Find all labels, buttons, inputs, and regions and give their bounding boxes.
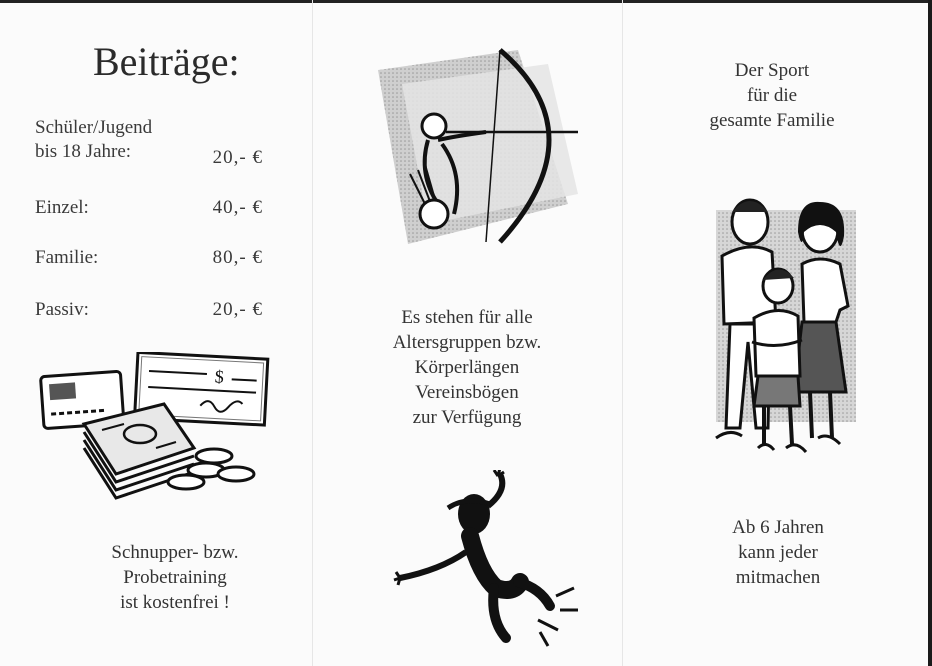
family-line-1: Der Sport xyxy=(734,60,810,81)
fee-label-youth xyxy=(35,116,152,164)
family-icon xyxy=(706,192,866,464)
svg-text:$: $ xyxy=(214,366,225,387)
bows-text xyxy=(332,305,602,430)
fee-label-family: Familie: xyxy=(35,247,99,268)
money-and-checks-icon xyxy=(36,352,272,502)
fee-price-single: 40,- € xyxy=(212,197,263,218)
trial-text xyxy=(60,540,290,615)
fee-row-family xyxy=(35,246,275,270)
archer-icon xyxy=(368,44,598,254)
page-right-edge xyxy=(928,0,932,666)
fee-price-youth: 20,- € xyxy=(212,147,263,168)
fee-row-passive xyxy=(35,298,275,322)
bows-line-5: zur Verfügung xyxy=(412,407,522,428)
jumping-figure-icon xyxy=(390,470,590,650)
fee-price-family: 80,- € xyxy=(212,247,263,268)
trial-line-3: ist kostenfrei ! xyxy=(120,592,230,613)
fee-row-youth xyxy=(35,116,275,170)
fee-label-youth-line2: bis 18 Jahre: xyxy=(35,141,132,162)
trial-line-2: Probetraining xyxy=(123,567,227,588)
age-text xyxy=(656,515,900,590)
age-line-1: Ab 6 Jahren xyxy=(732,517,824,538)
bows-line-2: Altersgruppen bzw. xyxy=(392,332,542,353)
fee-price-passive: 20,- € xyxy=(212,299,263,320)
bows-line-3: Körperlängen xyxy=(414,357,520,378)
age-line-3: mitmachen xyxy=(735,567,821,588)
fees-title: Beiträge: xyxy=(93,39,240,84)
fee-label-passive: Passiv: xyxy=(35,299,89,320)
age-line-2: kann jeder xyxy=(738,542,818,563)
family-panel xyxy=(622,0,928,666)
family-line-3: gesamte Familie xyxy=(709,110,835,131)
fees-panel xyxy=(0,0,312,666)
trial-line-1: Schnupper- bzw. xyxy=(111,542,239,563)
fee-row-single xyxy=(35,196,275,220)
fee-label-single: Einzel: xyxy=(35,197,89,218)
fee-label-youth-line1: Schüler/Jugend xyxy=(35,117,153,138)
family-line-2: für die xyxy=(746,85,798,106)
family-text xyxy=(650,58,894,133)
bows-line-4: Vereinsbögen xyxy=(415,382,519,403)
bows-panel xyxy=(312,0,622,666)
bows-line-1: Es stehen für alle xyxy=(401,307,533,328)
